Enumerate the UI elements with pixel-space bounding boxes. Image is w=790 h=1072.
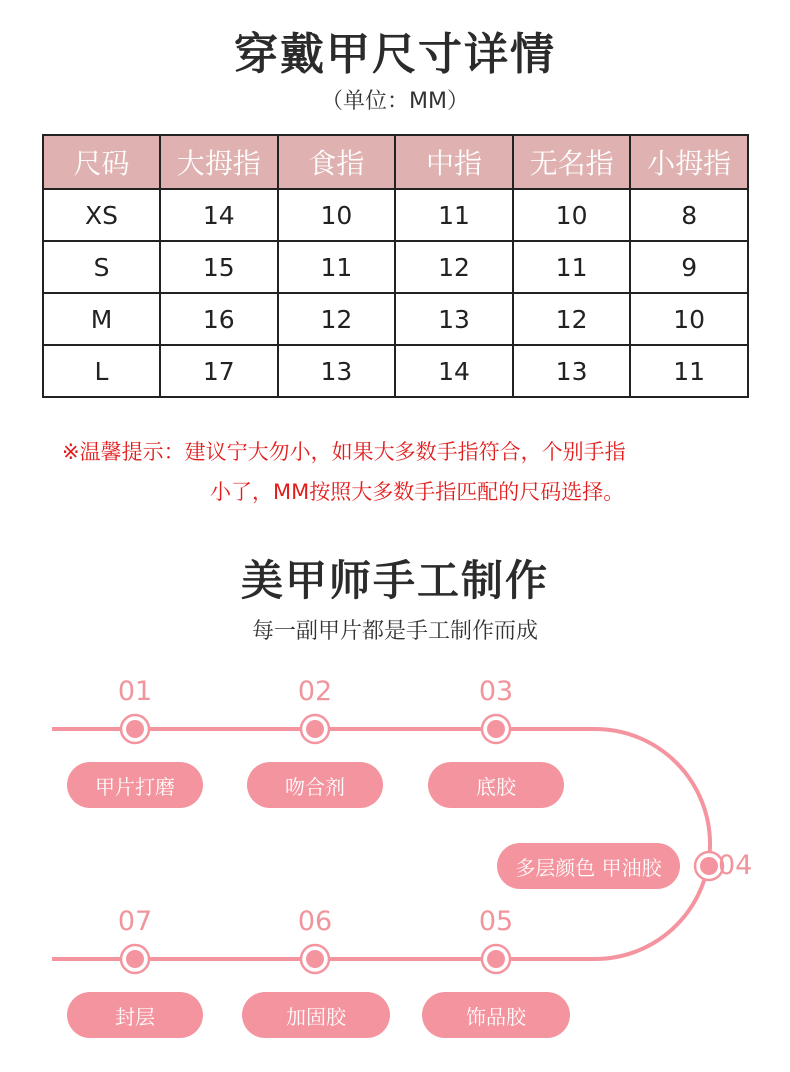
cell-value: 13: [395, 293, 513, 345]
cell-value: 10: [513, 189, 631, 241]
cell-value: 11: [395, 189, 513, 241]
cell-value: 12: [278, 293, 396, 345]
cell-size: L: [43, 345, 160, 397]
step-label-03: 底胶: [428, 762, 564, 808]
cell-size: XS: [43, 189, 160, 241]
step-dot-01: [121, 715, 149, 743]
cell-value: 16: [160, 293, 278, 345]
step-dot-05: [482, 945, 510, 973]
cell-value: 14: [160, 189, 278, 241]
cell-value: 10: [278, 189, 396, 241]
cell-value: 11: [513, 241, 631, 293]
step-number-06: 06: [297, 906, 333, 937]
cell-value: 13: [513, 345, 631, 397]
step-label-07: 封层: [67, 992, 203, 1038]
header-thumb: 大拇指: [160, 135, 278, 189]
cell-value: 11: [278, 241, 396, 293]
step-label-05: 饰品胶: [422, 992, 570, 1038]
header-index: 食指: [278, 135, 396, 189]
process-subtitle: 每一副甲片都是手工制作而成: [251, 619, 538, 644]
step-number-04: 04: [718, 850, 753, 881]
header-pinky: 小拇指: [630, 135, 748, 189]
cell-size: S: [43, 241, 160, 293]
step-dot-02: [301, 715, 329, 743]
step-label-06: 加固胶: [242, 992, 390, 1038]
step-dot-06: [301, 945, 329, 973]
cell-value: 15: [160, 241, 278, 293]
step-number-01: 01: [117, 676, 153, 707]
cell-value: 17: [160, 345, 278, 397]
step-dot-07: [121, 945, 149, 973]
header-middle: 中指: [395, 135, 513, 189]
step-number-05: 05: [478, 906, 514, 937]
unit-label: （单位：MM）: [321, 89, 469, 114]
cell-value: 12: [395, 241, 513, 293]
step-number-02: 02: [297, 676, 333, 707]
step-label-02: 吻合剂: [247, 762, 383, 808]
cell-value: 12: [513, 293, 631, 345]
step-number-07: 07: [117, 906, 153, 937]
cell-size: M: [43, 293, 160, 345]
cell-value: 10: [630, 293, 748, 345]
page-title: 穿戴甲尺寸详情: [234, 29, 556, 80]
step-label-04: 多层颜色 甲油胶: [497, 843, 680, 889]
step-label-01: 甲片打磨: [67, 762, 203, 808]
header-size: 尺码: [43, 135, 160, 189]
step-dot-03: [482, 715, 510, 743]
cell-value: 8: [630, 189, 748, 241]
header-ring: 无名指: [513, 135, 631, 189]
cell-value: 13: [278, 345, 396, 397]
cell-value: 9: [630, 241, 748, 293]
step-number-03: 03: [478, 676, 514, 707]
tip-line-1: ※温馨提示：建议宁大勿小，如果大多数手指符合，个别手指: [62, 440, 626, 464]
cell-value: 11: [630, 345, 748, 397]
tip-line-2: 小了，MM按照大多数手指匹配的尺码选择。: [210, 480, 625, 504]
cell-value: 14: [395, 345, 513, 397]
process-title: 美甲师手工制作: [240, 556, 549, 605]
